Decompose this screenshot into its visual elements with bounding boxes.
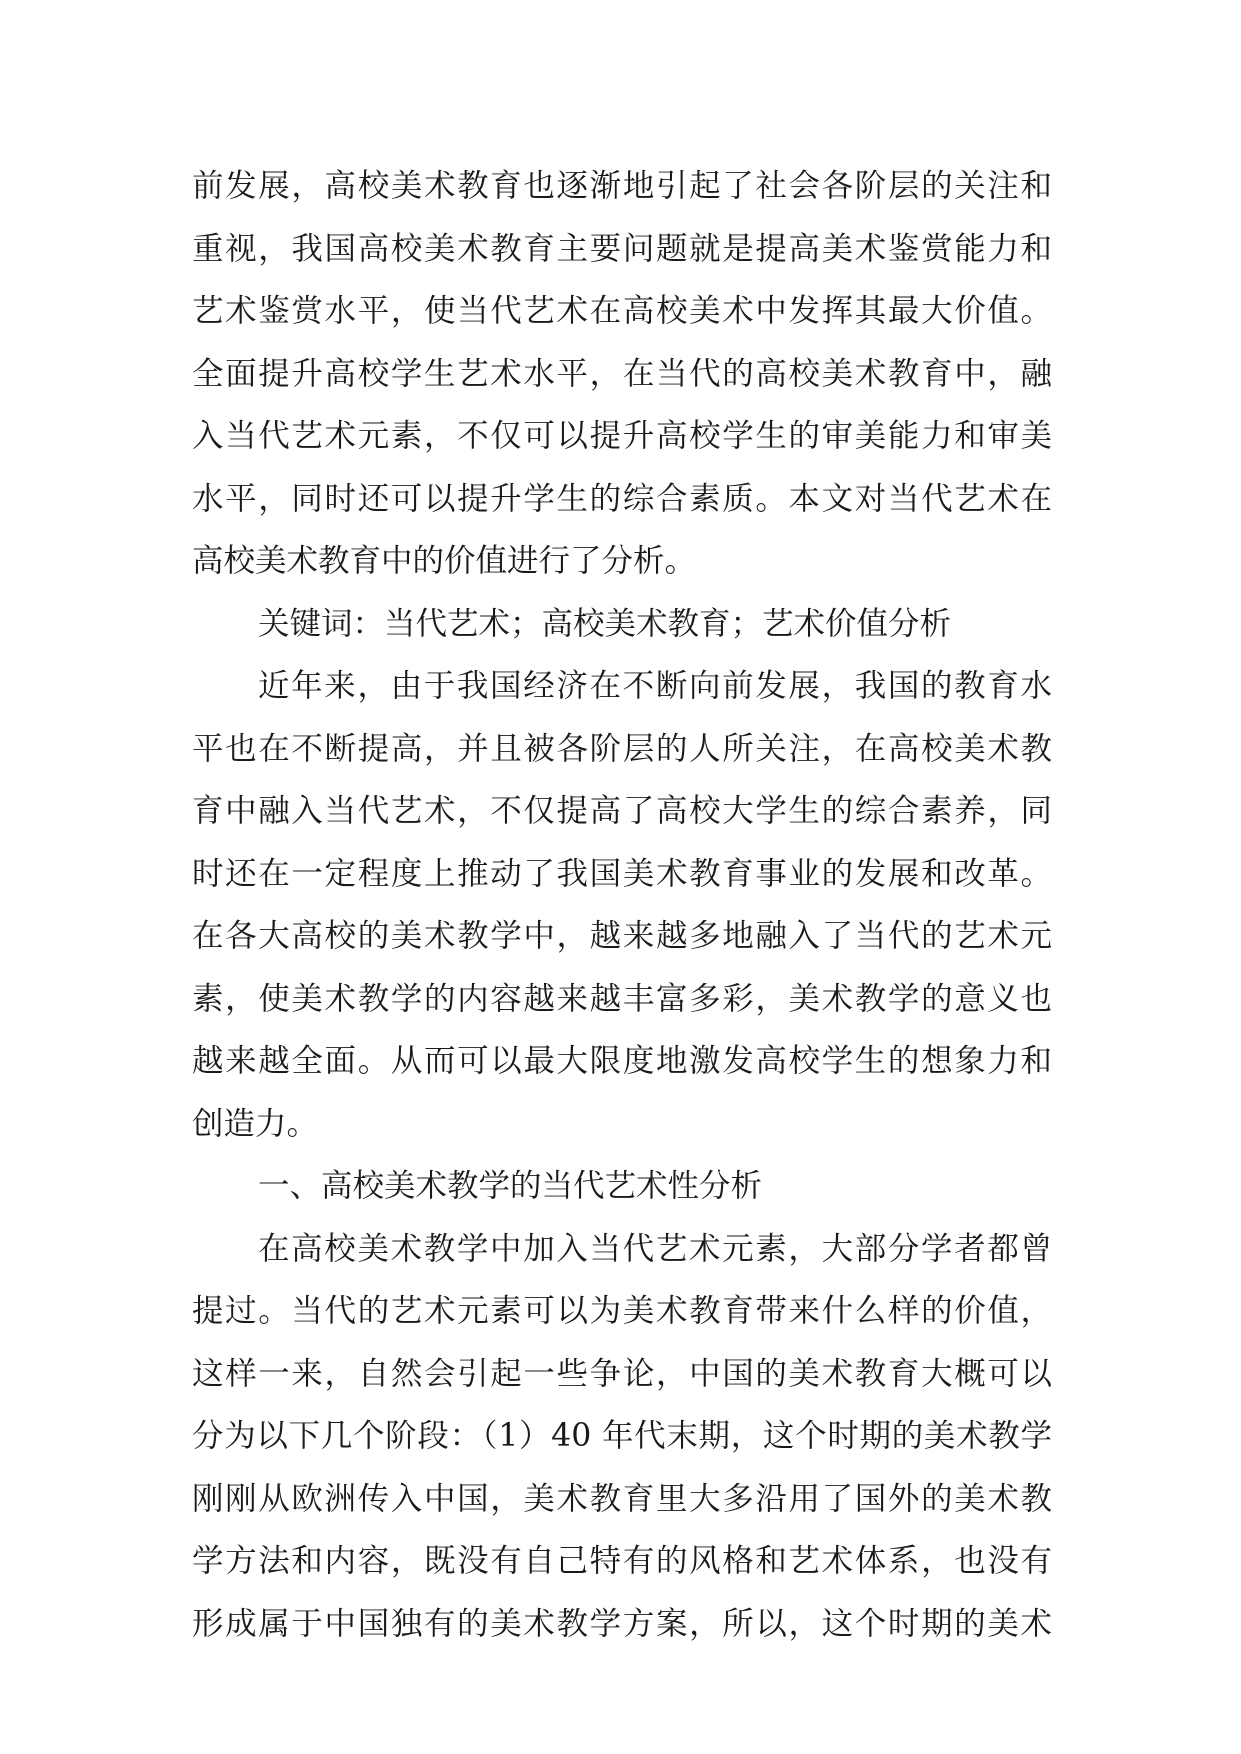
text-line: 高校美术教育中的价值进行了分析。	[192, 543, 697, 579]
text-line: 越来越全面。从而可以最大限度地激发高校学生的想象力和	[192, 1043, 1052, 1079]
text-line: 水平，同时还可以提升学生的综合素质。本文对当代艺术在	[192, 480, 1052, 517]
text-line: 时还在一定程度上推动了我国美术教育事业的发展和改革。	[192, 855, 1052, 892]
text-line: 这样一来，自然会引起一些争论，中国的美术教育大概可以	[192, 1355, 1052, 1392]
text-line: 形成属于中国独有的美术教学方案，所以，这个时期的美术	[192, 1605, 1052, 1642]
text-line: 重视，我国高校美术教育主要问题就是提高美术鉴赏能力和	[192, 230, 1052, 267]
text-line: 关键词：当代艺术；高校美术教育；艺术价值分析	[258, 605, 952, 642]
text-line: 近年来，由于我国经济在不断向前发展，我国的教育水	[258, 668, 1052, 704]
text-line: 前发展，高校美术教育也逐渐地引起了社会各阶层的关注和	[192, 168, 1052, 204]
text-line: 素，使美术教学的内容越来越丰富多彩，美术教学的意义也	[192, 980, 1052, 1017]
text-line: 平也在不断提高，并且被各阶层的人所关注，在高校美术教	[192, 730, 1052, 767]
text-line: 艺术鉴赏水平，使当代艺术在高校美术中发挥其最大价值。	[192, 293, 1052, 329]
text-line: 在各大高校的美术教学中，越来越多地融入了当代的艺术元	[192, 918, 1052, 954]
text-line: 学方法和内容，既没有自己特有的风格和艺术体系，也没有	[192, 1543, 1052, 1579]
text-line: 入当代艺术元素，不仅可以提升高校学生的审美能力和审美	[192, 418, 1052, 454]
text-line: 育中融入当代艺术，不仅提高了高校大学生的综合素养，同	[192, 793, 1052, 829]
text-line: 刚刚从欧洲传入中国，美术教育里大多沿用了国外的美术教	[192, 1480, 1052, 1517]
body-text	[192, 155, 1052, 1655]
text-line: 提过。当代的艺术元素可以为美术教育带来什么样的价值，	[192, 1293, 1052, 1329]
text-line: 创造力。	[192, 1105, 319, 1142]
text-line: 在高校美术教学中加入当代艺术元素，大部分学者都曾	[258, 1230, 1052, 1267]
text-line: 全面提升高校学生艺术水平，在当代的高校美术教育中，融	[192, 355, 1052, 392]
text-line: 一、高校美术教学的当代艺术性分析	[258, 1168, 763, 1204]
text-line: 分为以下几个阶段：（1）40 年代末期，这个时期的美术教学	[192, 1418, 1052, 1454]
